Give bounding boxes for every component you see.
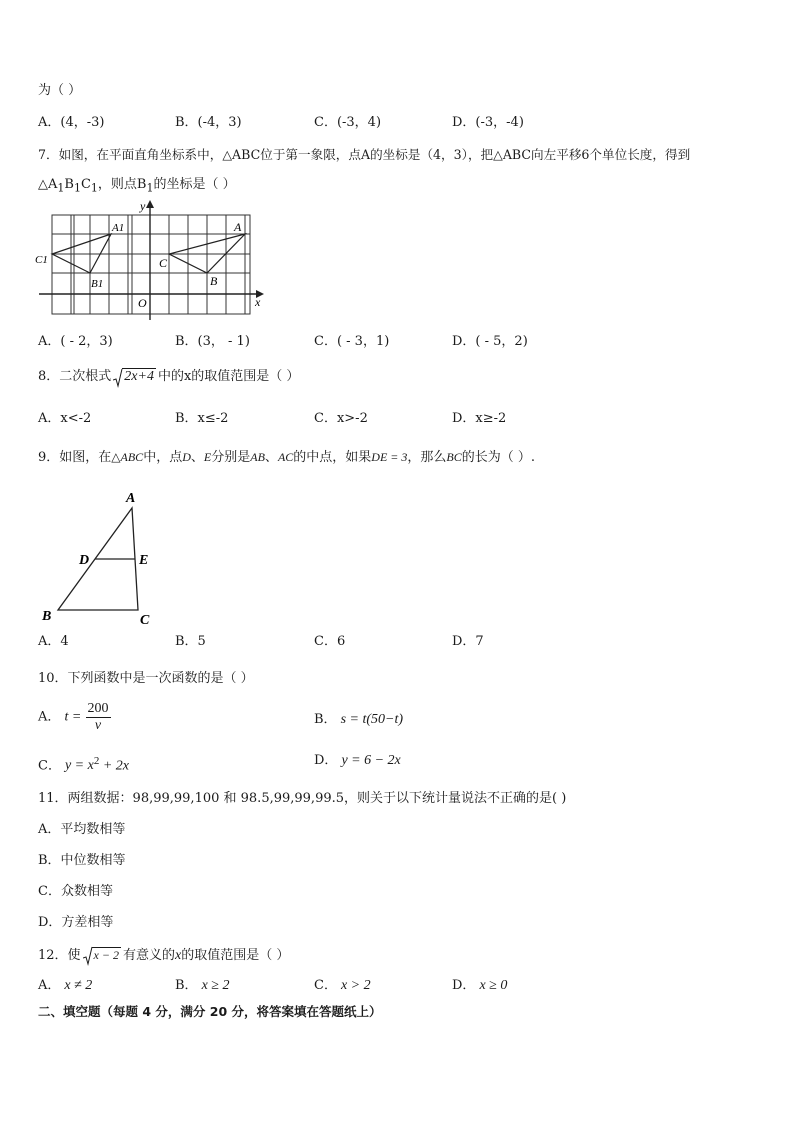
q11-stem: 11．两组数据：98,99,99,100 和 98.5,99,99,99.5，则关于以下统计量说法不正确的是( ) [38,791,567,806]
q9-label-a: A [126,491,136,506]
q7-option-b: B．(3， - 1) [175,334,250,349]
q10-option-b: B． s = t(50−t) [314,712,404,727]
q12-stem: 12．使 x − 2 有意义的x的取值范围是（ ） [38,948,290,963]
q8-option-d: D．x≥-2 [452,411,507,426]
q10-option-c: C． $y = x^2 + 2x$ [38,755,129,774]
q12-option-c: C． x > 2 [314,978,371,993]
q9-stem: 9．如图，在△ABC中，点D、E分别是AB、AC的中点，如果DE = 3，那么BC的长为（ ）. [38,450,536,465]
q7-option-c: C．( - 3，1) [314,334,390,349]
q9-option-c: C．6 [314,634,346,649]
q7-label-c: C [159,256,168,270]
q10-option-a: A． t = $\frac{200}{v}$ [38,701,109,733]
section-2-heading: 二、填空题（每题 4 分，满分 20 分，将答案填在答题纸上） [38,1004,382,1019]
q12-radical: x − 2 [83,946,121,965]
q7-label-b1: B1 [91,278,104,290]
q8-stem: 8．二次根式 2x+4 中的x的取值范围是（ ） [38,369,300,384]
q9-option-a: A．4 [38,634,69,649]
q7-stem-line1: 7．如图，在平面直角坐标系中，△ABC位于第一象限，点A的坐标是（4，3），把△ABC向左平移6个单位长度，得到 [38,147,691,162]
q11-option-d: D．方差相等 [38,915,114,930]
q7-option-a: A．( - 2，3) [38,334,113,349]
q7-label-c1: C1 [35,254,48,266]
q6-option-a: A．(4，-3) [38,115,105,130]
q7-label-b: B [210,274,218,288]
q7-coordinate-figure [34,198,270,324]
q8-option-b: B．x≤-2 [175,411,229,426]
q7-y-label: y [140,199,146,213]
q6-option-d: D．(-3，-4) [452,115,524,130]
q8-option-c: C．x>-2 [314,411,368,426]
q10-option-d: D． y = 6 − 2x [314,753,401,768]
q7-option-d: D．( - 5，2) [452,334,528,349]
q7-stem-line2: $\triangle A_1B_1C_1$，则点$B_1$的坐标是（ ） [38,177,236,195]
q6-stem-tail: 为（ ） [38,83,82,98]
q9-option-d: D．7 [452,634,484,649]
q10-option-a-fraction: $\frac{200}{v}$ [87,701,109,733]
q9-label-b: B [42,609,52,624]
q12-option-b: B． x ≥ 2 [175,978,230,993]
q9-label-c: C [140,613,150,628]
q11-option-b: B．中位数相等 [38,853,126,868]
q8-option-a: A．x<-2 [38,411,92,426]
q9-option-b: B．5 [175,634,206,649]
q8-radical: 2x+4 [113,368,156,386]
q9-label-e: E [139,553,149,568]
q11-option-c: C．众数相等 [38,884,113,899]
q11-option-a: A．平均数相等 [38,822,126,837]
q12-option-a: A． x ≠ 2 [38,978,93,993]
q6-option-b: B．(-4，3) [175,115,242,130]
q7-origin-label: O [138,296,147,310]
q7-label-a: A [234,220,242,234]
q9-triangle-figure [36,486,166,628]
q10-stem: 10．下列函数中是一次函数的是（ ） [38,671,254,686]
q7-label-a1: A1 [112,222,125,234]
q9-label-d: D [79,553,90,568]
q6-option-c: C．(-3，4) [314,115,382,130]
q12-option-d: D． x ≥ 0 [452,978,508,993]
q7-x-label: x [255,295,261,309]
